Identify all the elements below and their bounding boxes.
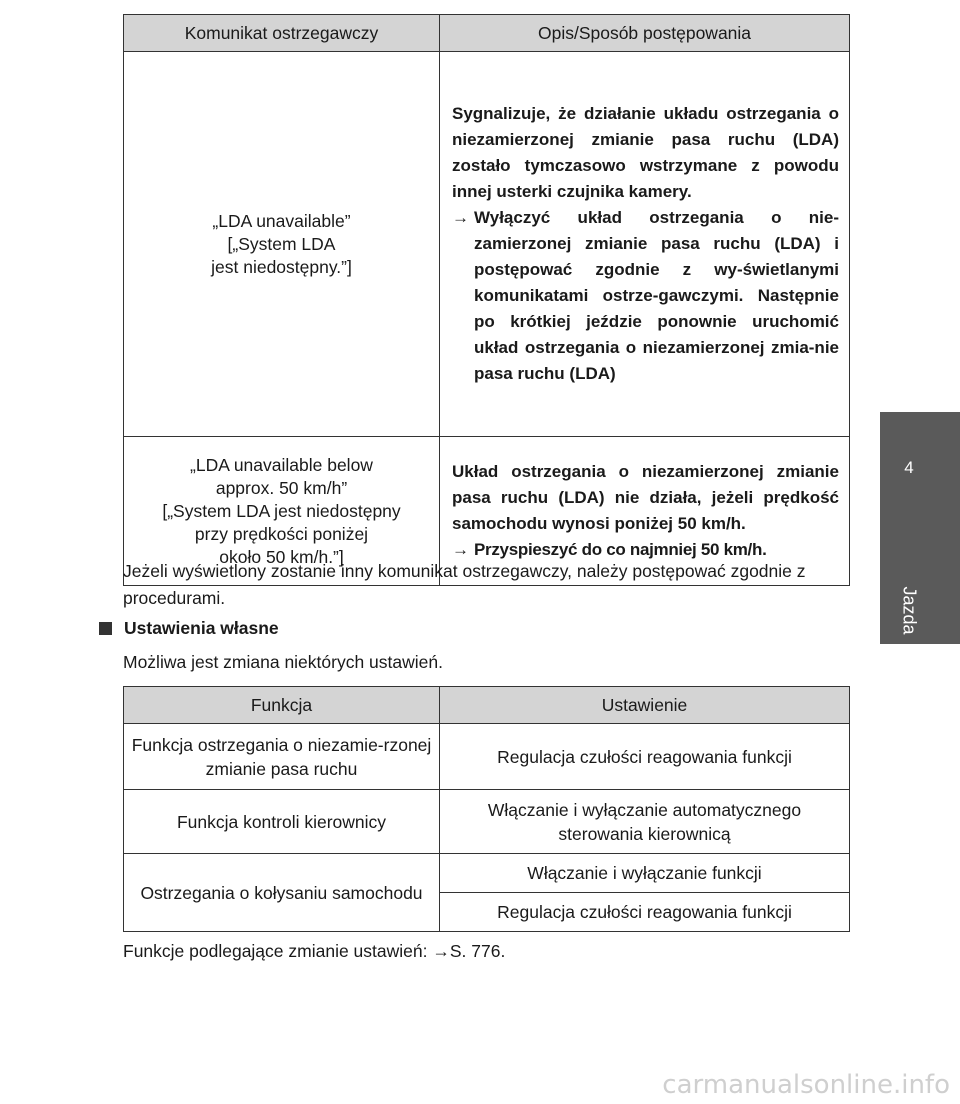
action-text: Wyłączyć układ ostrzegania o nie-zamierzonej zmianie pasa ruchu (LDA) i postępować zgodnie z wy-świetlanymi komunikatami ostrze-gawczymi. Następnie po krótkiej jeździe ponownie uruchomić układ ostrzegania o niezamierzonej zmia-nie pasa ruchu (LDA) — [474, 208, 839, 383]
warning-message-cell — [124, 52, 440, 437]
action-text: Przyspieszyć do co najmniej 50 km/h. — [474, 540, 767, 559]
table-row — [124, 790, 850, 854]
action-row — [452, 205, 839, 387]
message-line: przy prędkości poniżej — [194, 523, 369, 544]
warning-messages-table — [123, 14, 850, 586]
setting-cell: Włączanie i wyłączanie funkcji — [440, 854, 850, 893]
column-header: Ustawienie — [440, 687, 850, 724]
chapter-side-tab — [880, 412, 960, 644]
description-text: Układ ostrzegania o niezamierzonej zmianie pasa ruchu (LDA) nie działa, jeżeli prędkość samochodu wynosi poniżej 50 km/h. — [452, 462, 839, 533]
section-heading — [99, 618, 279, 639]
footer-note — [123, 938, 853, 965]
table-row — [124, 854, 850, 893]
function-cell: Ostrzegania o kołysaniu samochodu — [124, 854, 440, 932]
function-cell: Funkcja kontroli kierownicy — [124, 790, 440, 854]
message-line: „LDA unavailable” — [212, 210, 351, 231]
custom-settings-table — [123, 686, 850, 932]
setting-cell: Regulacja czułości reagowania funkcji — [440, 724, 850, 790]
arrow-icon: → — [432, 941, 450, 961]
table-row — [124, 724, 850, 790]
message-line: approx. 50 km/h” — [215, 477, 348, 498]
footer-note-text: Funkcje podlegające zmianie ustawień: — [123, 941, 433, 961]
watermark: carmanualsonline.info — [662, 1070, 950, 1100]
chapter-number: 4 — [904, 458, 914, 477]
message-line: jest niedostępny.”] — [211, 256, 352, 277]
setting-cell: Włączanie i wyłączanie automatycznego sterowania kierownicą — [440, 790, 850, 854]
arrow-icon: → — [452, 208, 469, 227]
table-header-row — [124, 687, 850, 724]
message-line: [„System LDA — [227, 233, 336, 254]
chapter-title-wrap — [897, 580, 921, 640]
description-cell — [440, 52, 850, 437]
other-warning-note: Jeżeli wyświetlony zostanie inny komunikat ostrzegawczy, należy postępować zgodnie z procedurami. — [123, 561, 806, 608]
table-header-row — [124, 15, 850, 52]
setting-cell: Regulacja czułości reagowania funkcji — [440, 893, 850, 932]
message-line: „LDA unavailable below — [190, 454, 373, 475]
square-bullet-icon — [99, 622, 112, 635]
arrow-icon: → — [452, 540, 469, 559]
section-intro: Możliwa jest zmiana niektórych ustawień. — [123, 652, 443, 672]
description-text: Sygnalizuje, że działanie układu ostrzegania o niezamierzonej zmianie pasa ruchu (LDA) zostało tymczasowo wstrzymane z powodu innej usterki czujnika kamery. — [452, 104, 839, 201]
message-line: około 50 km/h.”] — [219, 546, 344, 567]
column-header: Opis/Sposób postępowania — [440, 15, 850, 52]
column-header: Funkcja — [124, 687, 440, 724]
column-header: Komunikat ostrzegawczy — [124, 15, 440, 52]
chapter-title: Jazda — [899, 585, 920, 635]
message-line: [„System LDA jest niedostępny — [162, 500, 401, 521]
page-reference-link[interactable]: S. 776. — [449, 941, 506, 961]
section-title: Ustawienia własne — [124, 618, 279, 638]
function-cell: Funkcja ostrzegania o niezamie-rzonej zmianie pasa ruchu — [124, 724, 440, 790]
table-row — [124, 52, 850, 437]
